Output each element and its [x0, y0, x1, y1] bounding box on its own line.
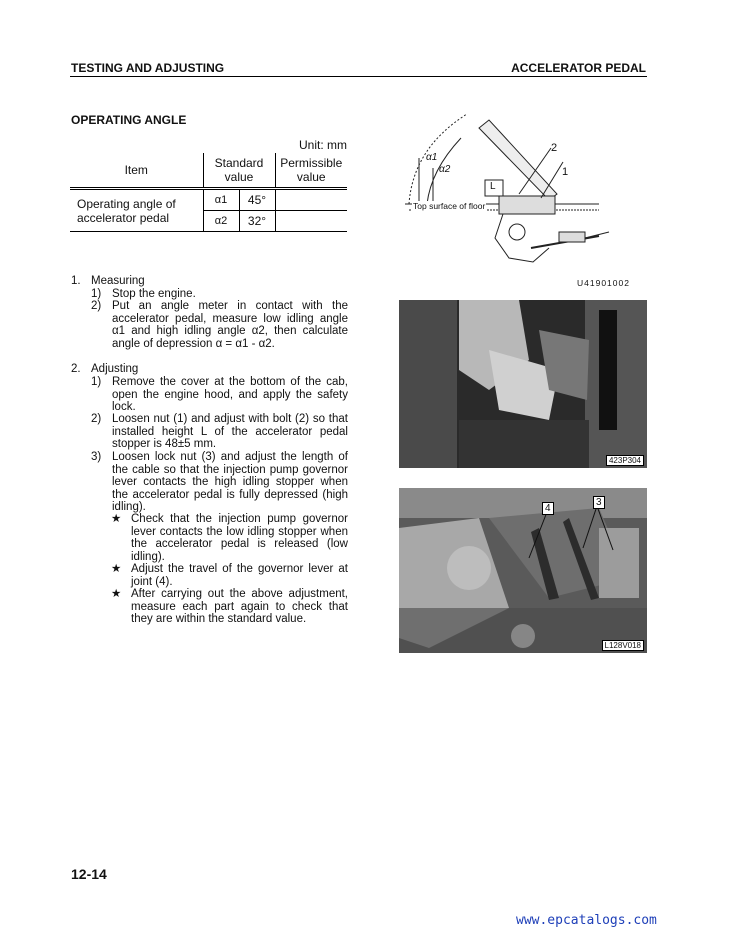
label-alpha2: α2: [439, 164, 451, 175]
figure-pedal-diagram: [399, 108, 647, 288]
col-header-standard: Standard value: [203, 153, 275, 189]
note-1: Check that the injection pump governor lever contacts the low idling stopper when the accelerator pedal is released (low idling).: [131, 513, 348, 563]
page-number: 12-14: [71, 866, 107, 882]
label-L: L: [490, 181, 496, 192]
figure1-code: U41901002: [577, 278, 630, 288]
section-title: OPERATING ANGLE: [71, 113, 187, 127]
adjusting-step-num-1: 1): [91, 376, 102, 388]
measuring-num: 1.: [71, 275, 81, 287]
measuring-step-num-1: 1): [91, 288, 102, 300]
adjusting-step-1: Remove the cover at the bottom of the cab, open the engine hood, and apply the safety lock.: [112, 376, 348, 414]
note-star-3: ★: [111, 588, 122, 600]
row-symbol-1: α1: [203, 189, 239, 211]
note-star-1: ★: [111, 513, 122, 525]
figure-engine-photo: [399, 488, 647, 653]
spec-table: [70, 153, 347, 232]
row-standard-2: 32°: [239, 211, 275, 232]
adjusting-step-2: Loosen nut (1) and adjust with bolt (2) so that installed height L of the accelerator pedal stopper is 48±5 mm.: [112, 413, 348, 451]
label-part-1: 1: [562, 166, 569, 178]
note-3: After carrying out the above adjustment, measure each part again to check that they are within the standard value.: [131, 588, 348, 626]
watermark-link[interactable]: www.epcatalogs.com: [516, 913, 657, 928]
row-item-name: Operating angle of accelerator pedal: [70, 189, 203, 232]
figure3-code: L128V018: [602, 640, 644, 651]
label-part-2: 2: [551, 142, 558, 154]
measuring-step-1: Stop the engine.: [112, 288, 196, 300]
header-right: ACCELERATOR PEDAL: [511, 61, 646, 75]
pedal-photo-svg: [399, 300, 647, 468]
adjusting-step-3: Loosen lock nut (3) and adjust the length of the cable so that the injection pump governor lever contacts the high idling stopper when the accelerator pedal is fully depressed (high idling).: [112, 451, 348, 514]
note-2: Adjust the travel of the governor lever at joint (4).: [131, 563, 348, 588]
row-permissible-2: [275, 211, 347, 232]
table-unit: Unit: mm: [299, 138, 347, 152]
note-star-2: ★: [111, 563, 122, 575]
figure2-code: 423P304: [606, 455, 644, 466]
floor-label: Top surface of floor: [413, 201, 486, 211]
measuring-title: Measuring: [91, 275, 145, 287]
measuring-step-2: Put an angle meter in contact with the accelerator pedal, measure low idling angle α1 and high idling angle α2, then calculate angle of depression α = α1 - α2.: [112, 300, 348, 350]
row-permissible-1: [275, 189, 347, 211]
adjusting-num: 2.: [71, 363, 81, 375]
pedal-diagram-svg: [399, 108, 647, 288]
row-standard-1: 45°: [239, 189, 275, 211]
header-rule: [70, 76, 647, 77]
col-header-permissible: Permissible value: [275, 153, 347, 189]
figure-pedal-photo: [399, 300, 647, 468]
row-symbol-2: α2: [203, 211, 239, 232]
header-left: TESTING AND ADJUSTING: [71, 61, 225, 75]
label-part-4: 4: [542, 502, 554, 515]
col-header-item: Item: [70, 153, 203, 189]
engine-photo-svg: [399, 488, 647, 653]
adjusting-step-num-2: 2): [91, 413, 102, 425]
measuring-step-num-2: 2): [91, 300, 102, 312]
adjusting-title: Adjusting: [91, 363, 139, 375]
label-part-3: 3: [593, 496, 605, 509]
adjusting-step-num-3: 3): [91, 451, 102, 463]
label-alpha1: α1: [426, 152, 438, 163]
